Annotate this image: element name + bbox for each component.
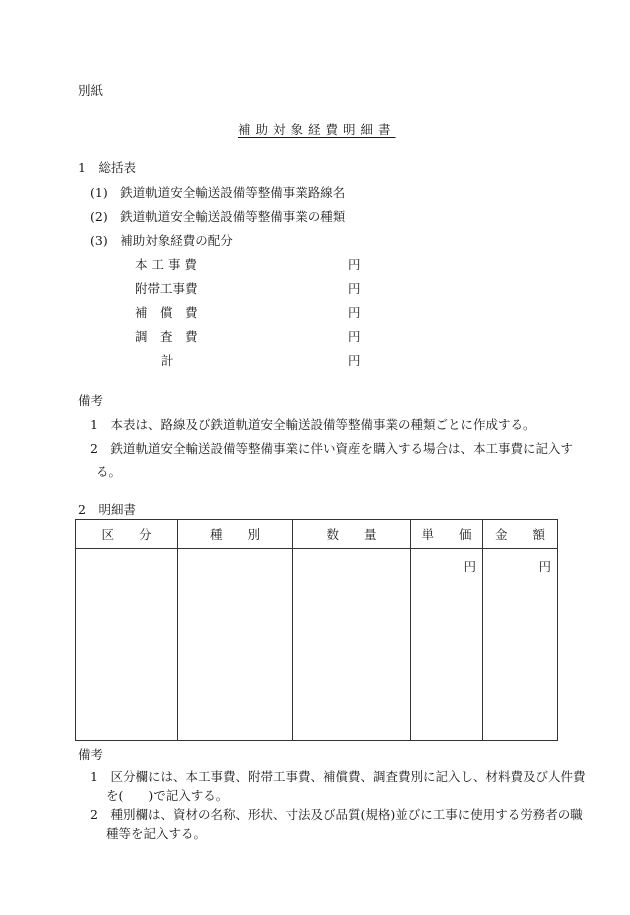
detail-table: [75, 519, 558, 741]
remarks1-note-2-cont: る。: [96, 464, 122, 479]
cost-row-survey: [0, 331, 630, 345]
cost-row-main: [0, 259, 630, 273]
section1-heading: 1 総括表: [78, 160, 136, 175]
remarks2-note-1: 1 区分欄には、本工事費、附帯工事費、補償費、調査費別に記入し、材料費及び人件費: [90, 769, 586, 784]
cost-label: 補 償 費: [135, 305, 198, 320]
remarks1-note-1: 1 本表は、路線及び鉄道軌道安全輸送設備等整備事業の種類ごとに作成する。: [90, 417, 536, 432]
section1-item-route: (1) 鉄道軌道安全輸送設備等整備事業路線名: [90, 185, 346, 200]
remarks1-heading: 備考: [78, 393, 104, 408]
remarks2-note-2: 2 種別欄は、資材の名称、形状、寸法及び品質(規格)並びに工事に使用する労務者の職: [90, 807, 583, 822]
cost-unit: 円: [348, 305, 361, 320]
yen-unit: 円: [538, 559, 551, 574]
unit-price-cell[interactable]: [411, 549, 483, 741]
remarks1-note-2: 2 鉄道軌道安全輸送設備等整備事業に伴い資産を購入する場合は、本工事費に記入す: [90, 441, 573, 456]
cost-unit: 円: [348, 257, 361, 272]
category-cell[interactable]: [76, 549, 178, 741]
cost-label: 附帯工事費: [135, 281, 198, 296]
cost-label: 計: [161, 353, 174, 368]
table-row: [76, 549, 558, 741]
section1-item-allocation: (3) 補助対象経費の配分: [90, 233, 233, 248]
cost-label: 本 工 事 費: [135, 257, 197, 272]
section2-heading: 2 明細書: [78, 502, 136, 517]
remarks2-note-2-cont: 種等を記入する。: [106, 826, 207, 841]
table-header-row: [76, 520, 558, 549]
kind-cell[interactable]: [178, 549, 293, 741]
cost-unit: 円: [348, 329, 361, 344]
column-header-kind: 種 別: [178, 520, 293, 549]
cost-label: 調 査 費: [135, 329, 198, 344]
yen-unit: 円: [463, 559, 476, 574]
cost-unit: 円: [348, 281, 361, 296]
cost-row-ancillary: [0, 283, 630, 297]
column-header-unit-price: 単 価: [411, 520, 483, 549]
remarks2-heading: 備考: [78, 747, 104, 762]
amount-cell[interactable]: [483, 549, 558, 741]
remarks2-note-1-cont: を( )で記入する。: [106, 788, 229, 803]
column-header-quantity: 数 量: [293, 520, 411, 549]
column-header-category: 区 分: [76, 520, 178, 549]
cost-unit: 円: [348, 353, 361, 368]
document-title: 補助対象経費明細書: [238, 122, 396, 137]
header-label: 別紙: [78, 83, 104, 98]
column-header-amount: 金 額: [483, 520, 558, 549]
cost-row-compensation: [0, 307, 630, 321]
section1-item-type: (2) 鉄道軌道安全輸送設備等整備事業の種類: [90, 209, 346, 224]
quantity-cell[interactable]: [293, 549, 411, 741]
cost-row-total: [0, 355, 630, 369]
